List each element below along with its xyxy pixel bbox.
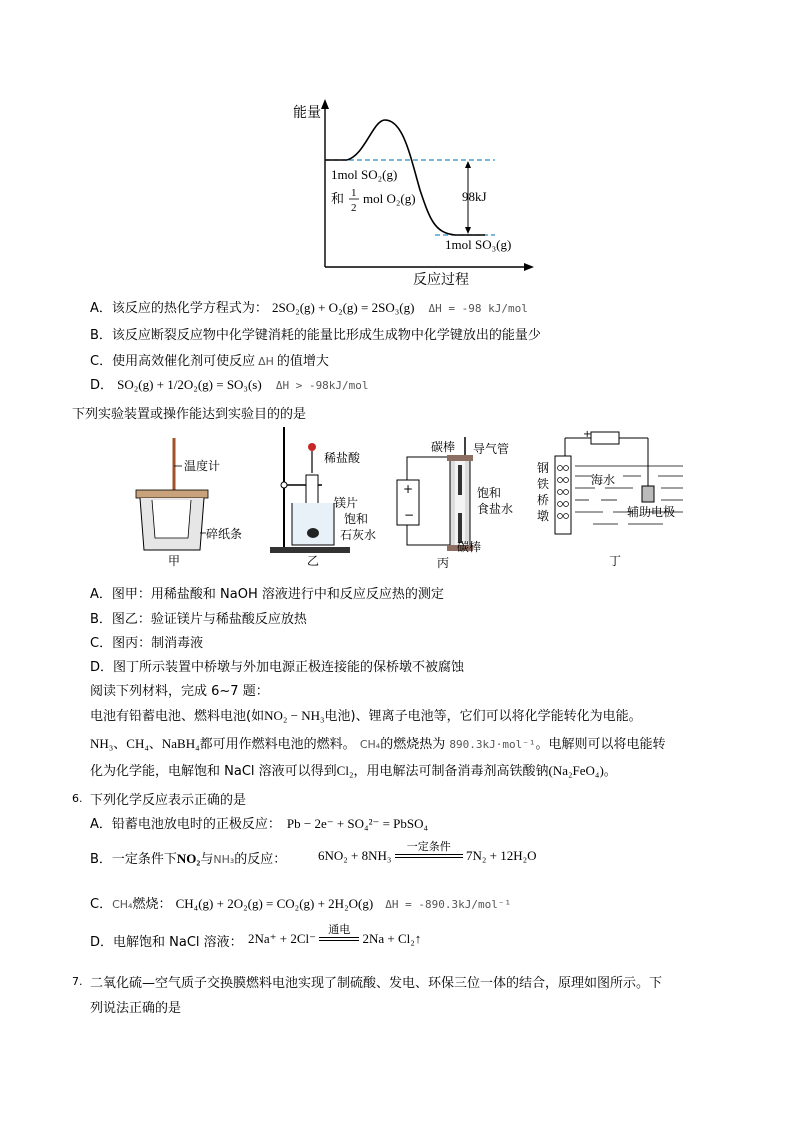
brine-label-1: 饱和 bbox=[477, 486, 502, 500]
q6-option-b: B．一定条件下NO₂与NH₃的反应： bbox=[90, 851, 287, 867]
q6-d-equation: 2Na⁺ + 2Cl⁻ 通电 2Na + Cl₂↑ bbox=[248, 923, 422, 946]
svg-text:−: − bbox=[404, 508, 415, 522]
pier-char-4: 墩 bbox=[537, 509, 550, 523]
limewater-label-2: 石灰水 bbox=[340, 528, 377, 542]
y-axis-label: 能量 bbox=[293, 105, 321, 121]
x-axis-label: 反应过程 bbox=[413, 272, 469, 288]
material-intro: 阅读下列材料，完成 6~7 题： bbox=[90, 684, 269, 699]
energy-diagram bbox=[285, 95, 535, 290]
pier-char-3: 桥 bbox=[537, 493, 550, 507]
q6-option-c: C．CH₄燃烧： CH₄(g) + 2O₂(g) = CO₂(g) + 2H₂O(g) ΔH = -890.3kJ/mol⁻¹ bbox=[90, 896, 512, 912]
apparatus-ding bbox=[533, 428, 688, 570]
q6-stem: 下列化学反应表示正确的是 bbox=[90, 793, 247, 808]
limewater-label-1: 饱和 bbox=[344, 512, 369, 526]
apparatus-option-b: B．图乙：验证镁片与稀盐酸反应放热 bbox=[90, 612, 307, 627]
pier-char-1: 钢 bbox=[537, 461, 550, 475]
carbon-top-label: 碳棒 bbox=[431, 440, 456, 454]
caption-jia: 甲 bbox=[168, 554, 181, 568]
pier-char-2: 铁 bbox=[537, 477, 550, 491]
reactant-and: 和 bbox=[331, 192, 345, 207]
reactant-label-1: 1mol SO₂(g) bbox=[331, 167, 398, 182]
carbon-bottom-label: 碳棒 bbox=[457, 540, 482, 554]
thermometer-label: 温度计 bbox=[184, 459, 221, 473]
electrode-label: 辅助电极 bbox=[627, 505, 676, 519]
q7-number: 7. bbox=[72, 975, 83, 988]
caption-ding: 丁 bbox=[609, 554, 622, 568]
product-label: 1mol SO₃(g) bbox=[445, 237, 512, 252]
apparatus-jia bbox=[130, 438, 250, 568]
svg-text:+: + bbox=[403, 482, 414, 496]
caption-bing: 丙 bbox=[437, 556, 450, 570]
material-line-1: 电池有铅蓄电池、燃料电池(如NO₂ − NH₃电池)、锂离子电池等，它们可以将化学能转化为电能。 bbox=[90, 708, 642, 724]
apparatus-yi bbox=[262, 425, 392, 570]
acid-label: 稀盐酸 bbox=[324, 451, 361, 465]
q6-number: 6. bbox=[72, 792, 83, 805]
material-line-3: 化为化学能，电解饱和 NaCl 溶液可以得到Cl₂，用电解法可制备消毒剂高铁酸钠(Na₂FeO₄)。 bbox=[90, 763, 617, 779]
q5-option-d: D． SO₂(g) + 1/2O₂(g) = SO₃(s) ΔH > -98kJ/mol bbox=[90, 377, 369, 393]
tube-label: 导气管 bbox=[473, 442, 510, 456]
frac-den: 2 bbox=[351, 202, 357, 214]
apparatus-option-d: D．图丁所示装置中桥墩与外加电源正极连接能的保桥墩不被腐蚀 bbox=[90, 660, 465, 675]
delta-label: 98kJ bbox=[462, 189, 487, 204]
apparatus-stem: 下列实验装置或操作能达到实验目的的是 bbox=[72, 407, 307, 422]
mg-label: 镁片 bbox=[334, 496, 359, 510]
q6-option-a: A．铅蓄电池放电时的正极反应： Pb − 2e⁻ + SO₄²⁻ = PbSO₄ bbox=[90, 816, 429, 832]
apparatus-option-c: C．图丙：制消毒液 bbox=[90, 636, 204, 651]
q7-line-1: 二氧化硫—空气质子交换膜燃料电池实现了制硫酸、发电、环保三位一体的结合，原理如图所示。下 bbox=[90, 976, 663, 991]
q6-option-d: D．电解饱和 NaCl 溶液： bbox=[90, 935, 243, 950]
sea-label: 海水 bbox=[591, 473, 616, 487]
q7-line-2: 列说法正确的是 bbox=[90, 1001, 182, 1016]
apparatus-bing bbox=[395, 435, 525, 570]
q5-option-b: B．该反应断裂反应物中化学键消耗的能量比形成生成物中化学键放出的能量少 bbox=[90, 328, 541, 343]
brine-label-2: 食盐水 bbox=[477, 502, 514, 516]
q5-option-c: C．使用高效催化剂可使反应 ΔH 的值增大 bbox=[90, 354, 329, 369]
svg-text:+: + bbox=[583, 429, 592, 440]
paper-strips-label: 碎纸条 bbox=[206, 527, 243, 541]
caption-yi: 乙 bbox=[307, 554, 320, 568]
q6-b-equation: 6NO₂ + 8NH₃ 一定条件 7N₂ + 12H₂O bbox=[318, 840, 537, 863]
material-line-2: NH₃、CH₄、NaBH₄都可用作燃料电池的燃料。 CH₄的燃烧热为 890.3kJ·mol⁻¹。电解则可以将电能转 bbox=[90, 736, 666, 752]
apparatus-option-a: A．图甲：用稀盐酸和 NaOH 溶液进行中和反应反应热的测定 bbox=[90, 587, 444, 602]
frac-num: 1 bbox=[351, 187, 357, 199]
reactant-label-2: mol O₂(g) bbox=[363, 191, 416, 206]
q5-option-a: A．该反应的热化学方程式为： 2SO₂(g) + O₂(g) = 2SO₃(g) ΔH = -98 kJ/mol bbox=[90, 300, 528, 316]
